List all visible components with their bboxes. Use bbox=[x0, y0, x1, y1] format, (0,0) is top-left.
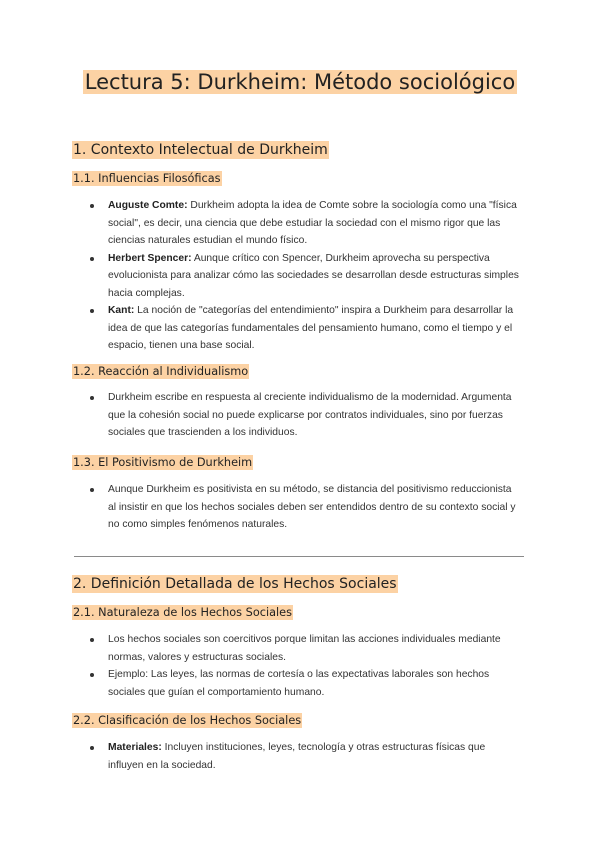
subsection-heading-1-1: 1.1. Influencias Filosóficas bbox=[73, 172, 221, 185]
list-item: Herbert Spencer: Aunque crítico con Spencer, Durkheim aprovecha su perspectiva evolucionista para analizar cómo las sociedades se desarrollan desde estructuras simples hacia complejas. bbox=[0, 250, 600, 303]
bullet-list-1-3 bbox=[0, 481, 600, 534]
list-item: Los hechos sociales son coercitivos porque limitan las acciones individuales mediante normas, valores y estructuras sociales. bbox=[0, 631, 600, 666]
page-title bbox=[0, 66, 600, 98]
section-heading-1: 1. Contexto Intelectual de Durkheim bbox=[73, 142, 328, 158]
bullet-icon bbox=[90, 638, 94, 642]
bullet-icon bbox=[90, 746, 94, 750]
bullet-icon bbox=[90, 309, 94, 313]
list-item: Ejemplo: Las leyes, las normas de cortesía o las expectativas laborales son hechos sociales que guían el comportamiento humano. bbox=[0, 666, 600, 701]
bullet-list-2-1 bbox=[0, 631, 600, 701]
subsection-heading-1-3: 1.3. El Positivismo de Durkheim bbox=[73, 456, 253, 469]
bullet-icon bbox=[90, 257, 94, 261]
page-title-text: Lectura 5: Durkheim: Método sociológico bbox=[84, 70, 516, 94]
list-item: Kant: La noción de "categorías del entendimiento" inspira a Durkheim para desarrollar la idea de que las categorías fundamentales del pensamiento humano, como el tiempo y el espacio, tienen una base social. bbox=[0, 302, 600, 355]
subsection-heading-2-1: 2.1. Naturaleza de los Hechos Sociales bbox=[73, 606, 292, 619]
bullet-icon bbox=[90, 396, 94, 400]
subsection-heading-1-2: 1.2. Reacción al Individualismo bbox=[73, 365, 249, 378]
bullet-list-1-1 bbox=[0, 197, 600, 355]
list-item: Materiales: Incluyen instituciones, leyes, tecnología y otras estructuras físicas que influyen en la sociedad. bbox=[0, 739, 600, 774]
list-item: Aunque Durkheim es positivista en su método, se distancia del positivismo reduccionista al insistir en que los hechos sociales deben ser entendidos dentro de su contexto social y no como simples fenómenos naturales. bbox=[0, 481, 600, 534]
section-heading-2: 2. Definición Detallada de los Hechos Sociales bbox=[73, 576, 397, 592]
bullet-icon bbox=[90, 673, 94, 677]
bullet-list-2-2 bbox=[0, 739, 600, 774]
bullet-icon bbox=[90, 204, 94, 208]
section-divider bbox=[74, 556, 524, 557]
list-item: Auguste Comte: Durkheim adopta la idea de Comte sobre la sociología como una "física social", es decir, una ciencia que debe estudiar la sociedad con el mismo rigor que las ciencias naturales estudian el mundo físico. bbox=[0, 197, 600, 250]
bullet-list-1-2 bbox=[0, 389, 600, 442]
bullet-icon bbox=[90, 488, 94, 492]
list-item: Durkheim escribe en respuesta al creciente individualismo de la modernidad. Argumenta que la cohesión social no puede explicarse por contratos individuales, sino por fuerzas sociales que trascienden a los individuos. bbox=[0, 389, 600, 442]
subsection-heading-2-2: 2.2. Clasificación de los Hechos Sociales bbox=[73, 714, 302, 727]
